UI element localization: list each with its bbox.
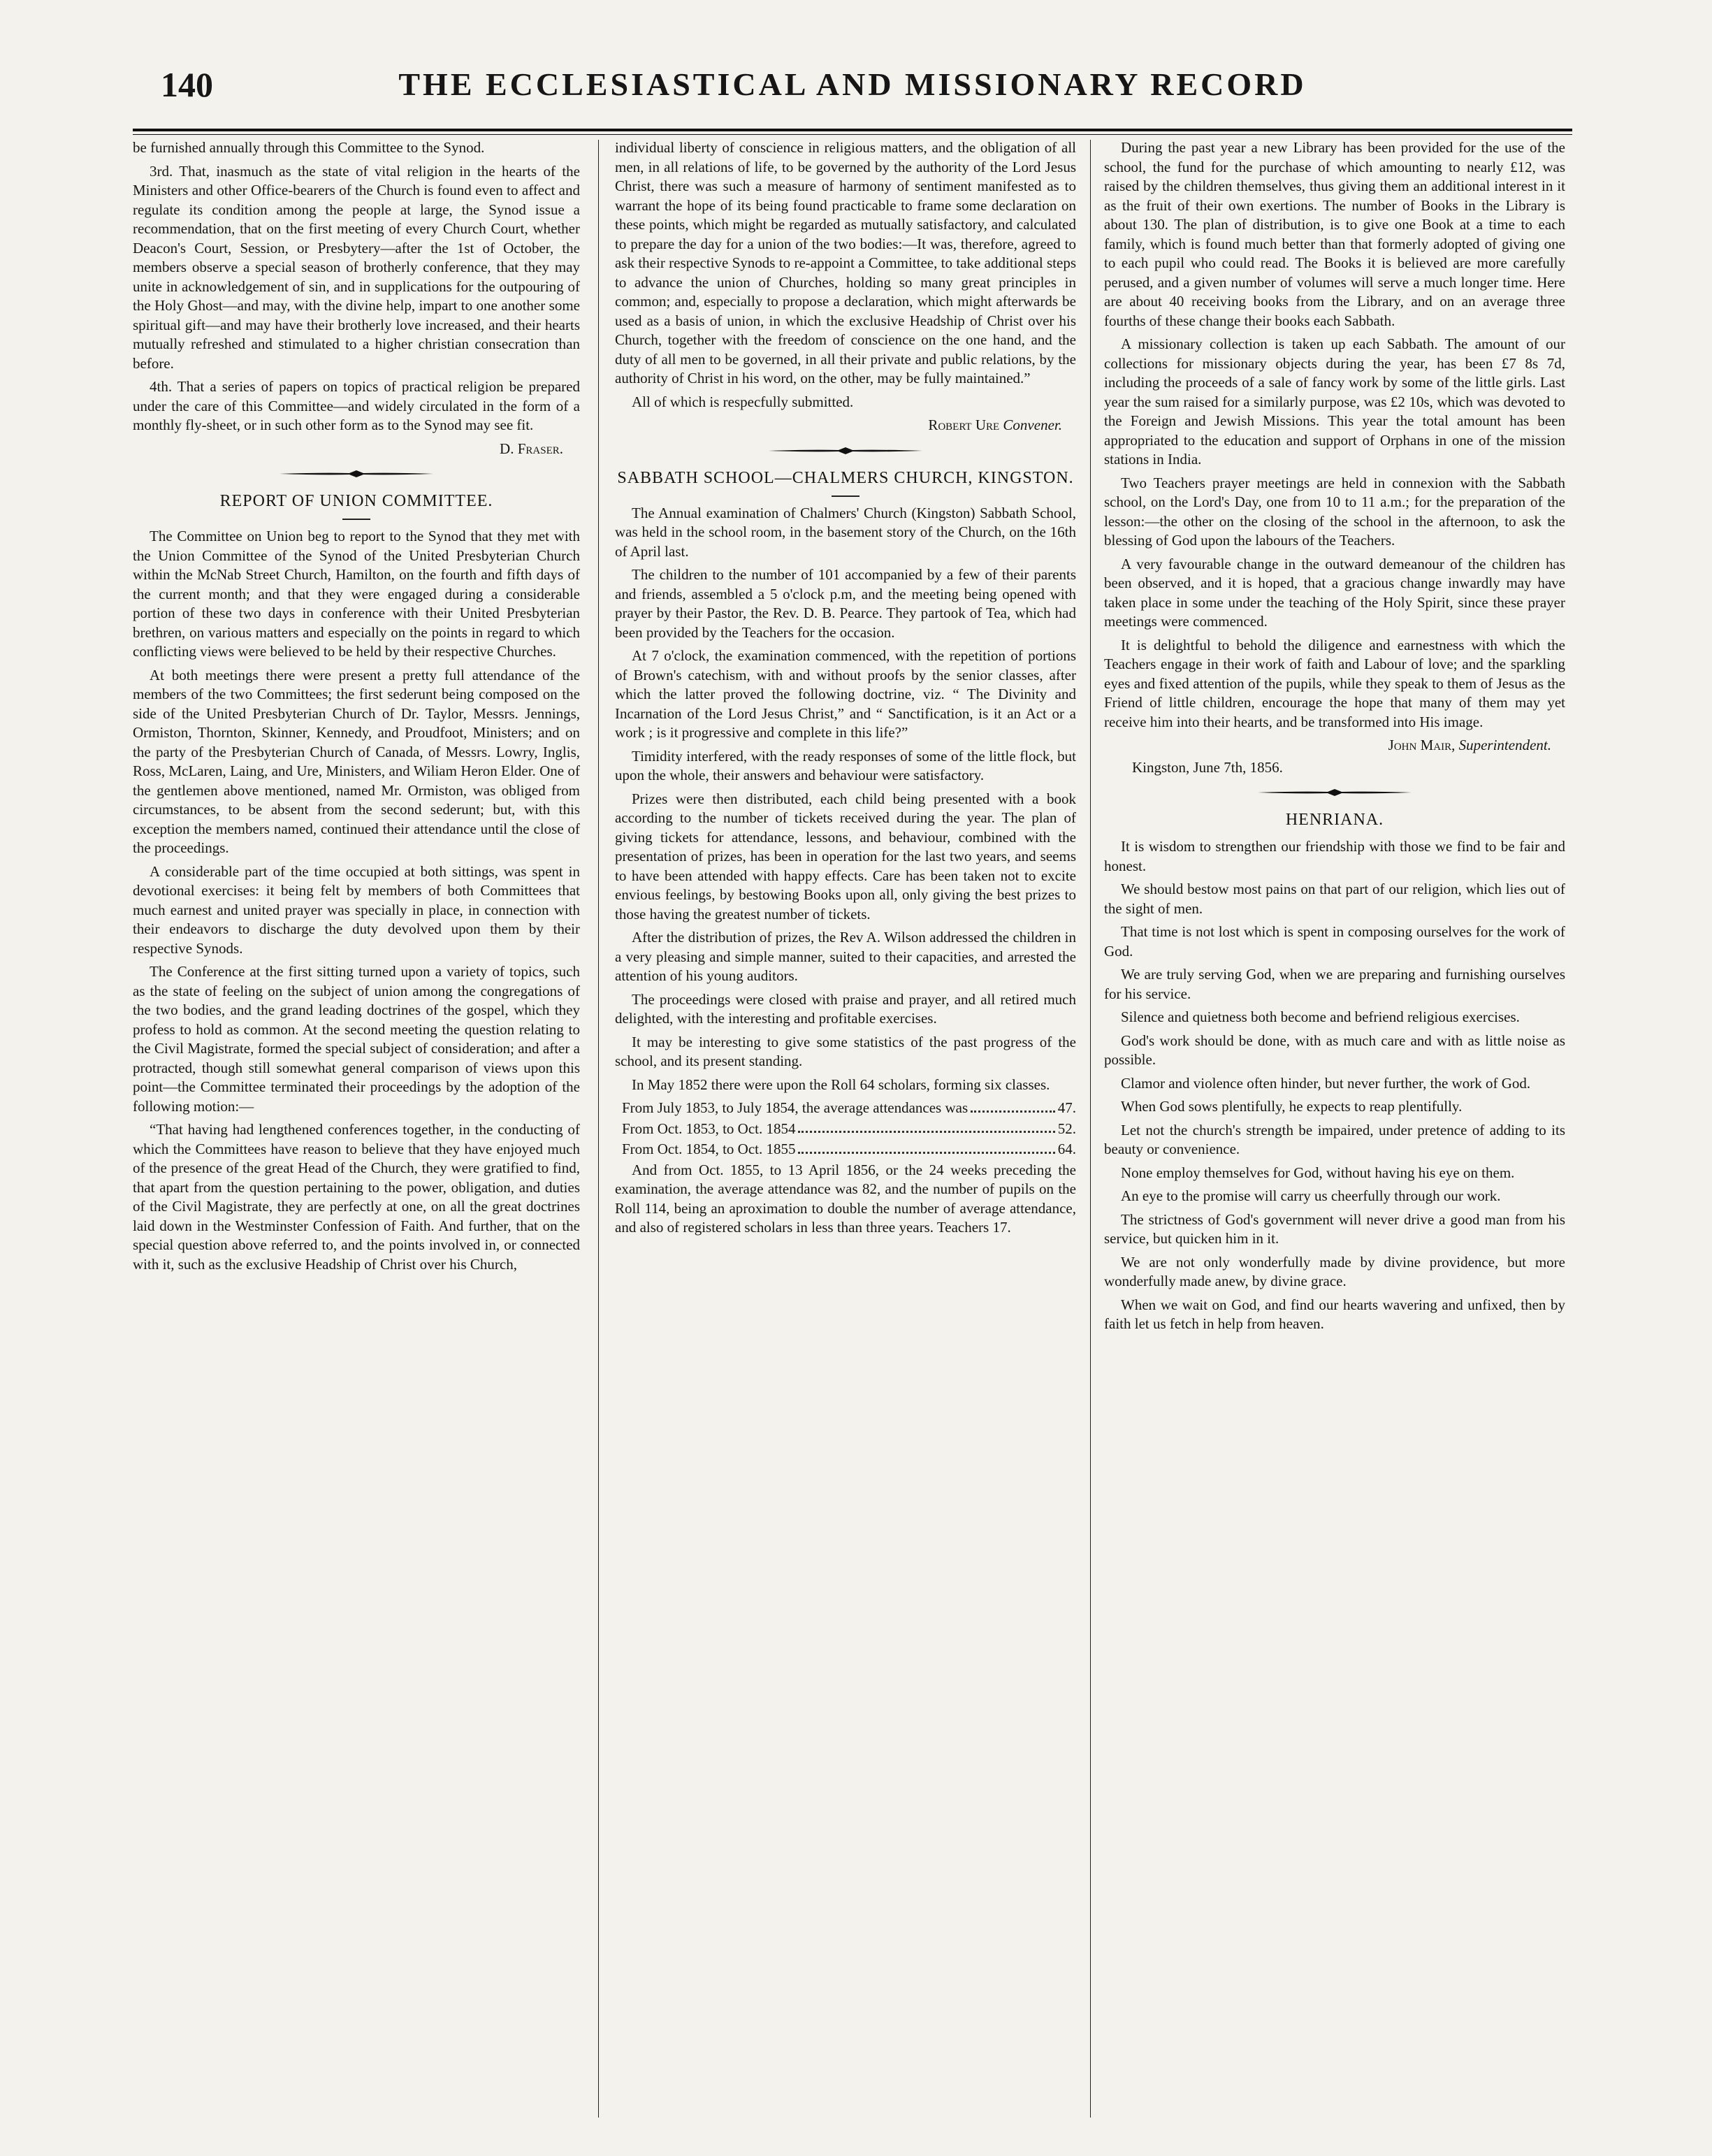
- paragraph: individual liberty of conscience in religious matters, and the obligation of all men, in all relations of life, to be governed by the authority of the Lord Jesus Christ, there was such a measure of harmony of sentiment manifested as to warrant the hope of its being found practicable to frame some declaration on these points, which might be regarded as mutually satisfactory, and calculated to prepare the day for a union of the two bodies:—It was, therefore, agreed to ask their respective Synods to re-appoint a Committee, to take additional steps to advance the union of Churches, holding so many great principles in common; and, especially to propose a declaration, which might afterwards be used as a basis of union, in which the exclusive Headship of Christ over his Church, together with the freedom of conscience on the one hand, and the duty of all men to be governed, in all their private and public relations, by the authority of Christ in his word, on the other, may be fully maintained.”: [615, 139, 1076, 386]
- column-3: [1104, 138, 1565, 1338]
- section-heading: REPORT OF UNION COMMITTEE.: [219, 492, 493, 510]
- statistic-label: From Oct. 1853, to Oct. 1854: [622, 1120, 796, 1137]
- header-rule-thin: [133, 134, 1572, 135]
- saying: We are not only wonderfully made by divine providence, but more wonderfully made anew, by divine grace.: [1104, 1253, 1565, 1289]
- paragraph: The Committee on Union beg to report to the Synod that they met with the Union Committee of the Synod of the United Presbyterian Church within the McNab Street Church, Hamilton, on the fourth and fifth days of the current month; and that they were engaged during a considerable portion of these two days in conference with their United Presbyterian brethren, on various matters and especially on the points in regard to which conflicting views were believed to be held by their respective Churches.: [133, 528, 580, 660]
- paragraph: Two Teachers prayer meetings are held in connexion with the Sabbath school, on the Lord's Day, one from 10 to 11 a.m.; for the preparation of the lesson:—the other on the closing of the school in the afternoon, to ask the blessing of God upon the labours of the Teachers.: [1104, 474, 1565, 549]
- section-heading: SABBATH SCHOOL—CHALMERS CHURCH, KINGSTON.: [617, 468, 1074, 487]
- paragraph: 3rd. That, inasmuch as the state of vital religion in the hearts of the Ministers and other Office-bearers of the Church is found even to affect and regulate its condition among the people at large, the Synod issue a recommendation, that on the first meeting of every Church Court, whether Deacon's Court, Session, or Presbytery—after the 1st of October, the members observe a special season of brotherly conference, that they may unite in acknowledgement of sin, and in supplications for the outpouring of the Holy Ghost—and may, with the divine help, impart to one another some spiritual gift—and may have their brotherly love increased, and their hearts mutually refreshed and stimulated to a higher christian consecration than before.: [133, 162, 580, 372]
- short-rule: [832, 495, 859, 497]
- section-heading: HENRIANA.: [1285, 811, 1384, 829]
- paragraph: Prizes were then distributed, each child being presented with a book according to the number of tickets received during the year. The plan of giving tickets for attendance, lessons, and behaviour, combined with the presentation of prizes, has been in operation for the last two years, and seems to have been attended with happy effects. Care has been taken not to excite envious feelings, by bestowing Books upon all, only giving the best prizes to those having the greatest number of tickets.: [615, 790, 1076, 923]
- leader-dots: [971, 1099, 1055, 1113]
- column-divider: [1090, 140, 1091, 2118]
- saying: When God sows plentifully, he expects to reap plentifully.: [1121, 1098, 1463, 1115]
- signature: [615, 416, 1062, 435]
- ornament-divider: [280, 468, 433, 479]
- saying: Let not the church's strength be impaired, under pretence of adding to its beauty or convenience.: [1104, 1121, 1565, 1157]
- paragraph: 4th. That a series of papers on topics of practical religion be prepared under the care of this Committee—and widely circulated in the form of a monthly fly-sheet, or in such other form as to the Synod may see fit.: [133, 378, 580, 433]
- paragraph: be furnished annually through this Committee to the Synod.: [133, 139, 485, 156]
- saying: None employ themselves for God, without having his eye on them.: [1121, 1164, 1515, 1181]
- paragraph: At 7 o'clock, the examination commenced, with the repetition of portions of Brown's catechism, with and without proofs by the senior classes, after which the latter proved the following doctrine, viz. “ The Divinity and Incarnation of the Lord Jesus Christ,” and “ Sanctification, is it an Act or a work ; is it progressive and complete in this life?”: [615, 647, 1076, 741]
- page-title: THE ECCLESIASTICAL AND MISSIONARY RECORD: [398, 66, 1307, 102]
- paragraph: And from Oct. 1855, to 13 April 1856, or the 24 weeks preceding the examination, the average attendance was 82, and the number of pupils on the Roll 114, being an aproximation to double the number of average attendance, and also of registered scholars in less than three years. Teachers 17.: [615, 1161, 1076, 1236]
- paragraph: After the distribution of prizes, the Rev A. Wilson addressed the children in a very pleasing and simple manner, suited to their capacities, and arrested the attention of his young auditors.: [615, 929, 1076, 984]
- saying: We should bestow most pains on that part of our religion, which lies out of the sight of men.: [1104, 881, 1565, 917]
- paragraph: The children to the number of 101 accompanied by a few of their parents and friends, assembled a 5 o'clock p.m, and the meeting being opened with prayer by their Pastor, the Rev. D. B. Pearce. They partook of Tea, which had been provided by the Teachers for the occasion.: [615, 566, 1076, 641]
- paragraph: It may be interesting to give some statistics of the past progress of the school, and its present standing.: [615, 1033, 1076, 1069]
- statistic-value: 64.: [1057, 1141, 1076, 1157]
- paragraph: It is delightful to behold the diligence and earnestness with which the Teachers engage in their work of faith and Labour of love; and the sparkling eyes and fixed attention of the pupils, while they speak to them of Jesus as the Friend of little children, encourage the hope that many of them may yet receive him into their hearts, and be transformed into His image.: [1104, 636, 1565, 730]
- ornament-divider: [1258, 787, 1412, 798]
- paragraph: At both meetings there were present a pretty full attendance of the members of the two Committees; the first sederunt being composed on the side of the United Presbyterian Church of Dr. Taylor, Messrs. Jennings, Ormiston, Thornton, Skinner, Kennedy, and Proudfoot, Ministers; and on the party of the Presbyterian Church of Canada, of Messrs. Lowry, Inglis, Ross, McLaren, Laing, and Ure, Ministers, and Wiliam Heron Elder. One of the gentlemen above mentioned, named Mr. Ormiston, was obliged from circumstances, to be absent from the second sederunt; but, with this exception the members named, continued their attendance until the close of the proceedings.: [133, 666, 580, 856]
- saying: It is wisdom to strengthen our friendship with those we find to be fair and honest.: [1104, 838, 1565, 874]
- paragraph: A very favourable change in the outward demeanour of the children has been observed, and it is hoped, that a gracious change inwardly may have taken place in some under the teaching of the Holy Spirit, since these prayer meetings were commenced.: [1104, 555, 1565, 630]
- paragraph: All of which is respecfully submitted.: [632, 393, 854, 410]
- short-rule: [342, 519, 370, 520]
- paragraph: The proceedings were closed with praise and prayer, and all retired much delighted, with the interesting and profitable exercises.: [615, 990, 1076, 1027]
- statistic-label: From Oct. 1854, to Oct. 1855: [622, 1141, 796, 1157]
- sayings-list: [1104, 837, 1565, 1334]
- leader-dots: [798, 1140, 1054, 1154]
- ornament-divider: [769, 445, 922, 456]
- saying: Silence and quietness both become and befriend religious exercises.: [1121, 1008, 1520, 1025]
- header-rule: [133, 129, 1572, 131]
- dateline: Kingston, June 7th, 1856.: [1132, 758, 1283, 776]
- saying: Clamor and violence often hinder, but never further, the work of God.: [1121, 1074, 1531, 1092]
- paragraph: The Conference at the first sitting turned upon a variety of topics, such as the state of feeling on the subject of union among the congregations of the two bodies, and the grand leading doctrines of the gospel, which they profess to hold as common. At the second meeting the question relating to the Civil Magistrate, formed the special subject of consideration; and after a protracted, though still somewhat general comparison of views upon this point—the Committee terminated their proceedings by the adoption of the following motion:—: [133, 963, 580, 1115]
- page-number: 140: [161, 65, 213, 104]
- statistic-row: [615, 1140, 1076, 1159]
- saying: We are truly serving God, when we are preparing and furnishing ourselves for his service.: [1104, 966, 1565, 1002]
- leader-dots: [798, 1120, 1054, 1134]
- paragraph: A considerable part of the time occupied at both sittings, was spent in devotional exercises: it being felt by members of both Committees that much earnest and united prayer was specially in place, in connection with their endeavors to discharge the duty devolved upon them by their respective Synods.: [133, 862, 580, 957]
- signature-role: Superintendent.: [1458, 737, 1551, 753]
- saying: The strictness of God's government will never drive a good man from his service, but quicken him in it.: [1104, 1210, 1565, 1247]
- column-1: [133, 138, 580, 1278]
- saying: That time is not lost which is spent in composing ourselves for the work of God.: [1104, 923, 1565, 960]
- signature: D. Fraser.: [500, 440, 563, 457]
- signature-name: John Mair,: [1388, 737, 1456, 753]
- statistic-value: 47.: [1057, 1099, 1076, 1116]
- paragraph: A missionary collection is taken up each Sabbath. The amount of our collections for missionary objects during the year, has been £7 8s 7d, including the proceeds of a sale of fancy work by some of the little girls. Last year the sum raised for a similarly purpose, was £2 10s, which was devoted to the Foreign and Jewish Missions. This year the total amount has been appropriated to the education and support of Orphans in one of the mission stations in India.: [1104, 335, 1565, 468]
- statistic-value: 52.: [1057, 1120, 1076, 1137]
- column-2: [615, 138, 1076, 1242]
- statistic-label: From July 1853, to July 1854, the average attendances was: [622, 1099, 969, 1116]
- page-header: [133, 64, 1572, 120]
- saying: When we wait on God, and find our hearts wavering and unfixed, then by faith let us fetch in help from heaven.: [1104, 1296, 1565, 1332]
- paragraph: During the past year a new Library has been provided for the use of the school, the fund for the purchase of which amounting to nearly £12, was raised by the children themselves, thus giving them an additional interest in it as the fruit of their own exertions. The number of Books in the Library is about 130. The plan of distribution, is to give one Book at a time to each family, which is found much better than that formerly adopted of giving one to each pupil who could read. The Books it is believed are more carefully perused, and a given number of volumes will serve a much longer time. Here are about 40 receiving books from the Library, and on an average three fourths of these change their books each Sabbath.: [1104, 139, 1565, 329]
- signature-role: Convener.: [1003, 417, 1062, 433]
- column-divider: [598, 140, 599, 2118]
- signature-name: Robert Ure: [928, 417, 1000, 433]
- saying: An eye to the promise will carry us cheerfully through our work.: [1121, 1187, 1501, 1204]
- signature: [1104, 736, 1551, 755]
- paragraph: Timidity interfered, with the ready responses of some of the little flock, but upon the whole, their answers and behaviour were satisfactory.: [615, 747, 1076, 783]
- statistic-row: [615, 1099, 1076, 1118]
- saying: God's work should be done, with as much care and with as little noise as possible.: [1104, 1032, 1565, 1068]
- statistic-row: [615, 1120, 1076, 1139]
- paragraph: “That having had lengthened conferences together, in the conducting of which the Committees have reason to believe that they have enjoyed much of the presence of the great Head of the Church, they were gratified to find, that apart from the question pertaining to the power, obligation, and duties of the Civil Magistrate, they are perfectly at one, on all the great doctrines laid down in the Westminster Confession of Faith. And further, that on the special question above referred to, and the points involved in, or connected with it, such as the exclusive Headship of Christ over his Church,: [133, 1121, 580, 1273]
- paragraph: In May 1852 there were upon the Roll 64 scholars, forming six classes.: [632, 1076, 1050, 1093]
- paragraph: The Annual examination of Chalmers' Church (Kingston) Sabbath School, was held in the school room, in the basement story of the Church, on the 16th of April last.: [615, 504, 1076, 560]
